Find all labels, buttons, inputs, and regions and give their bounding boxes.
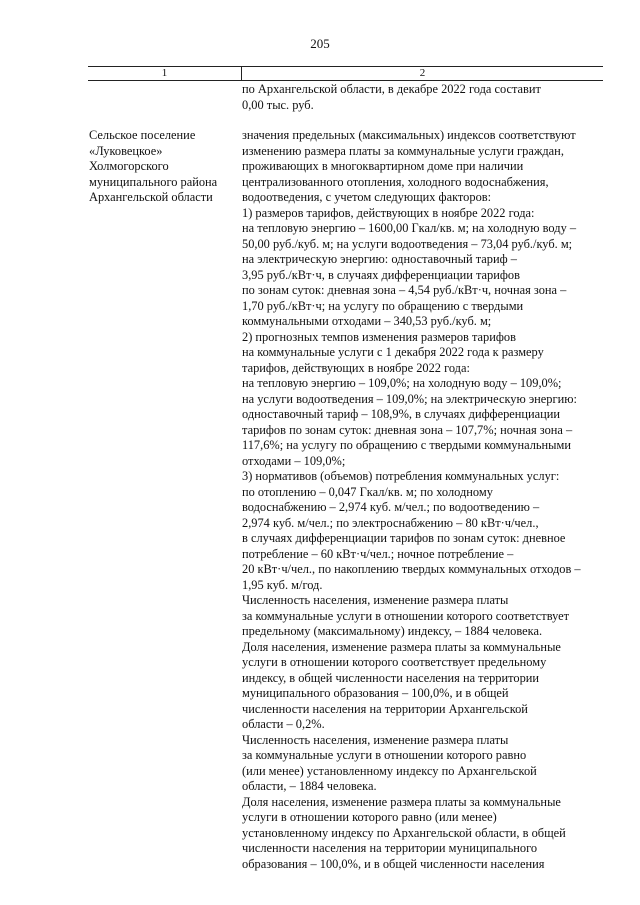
text-line: за коммунальные услуги в отношении которого равно <box>242 748 527 762</box>
text-line: 1,95 куб. м/год. <box>242 577 323 592</box>
text-line: численности населения на территории муниципального <box>242 841 538 855</box>
text-line: области – 0,2%. <box>242 717 325 731</box>
text-line: 2) прогнозных темпов изменения размеров тарифов <box>242 329 516 344</box>
text-line: индексу, в общей численности населения на территории <box>242 670 540 685</box>
table-header-col1: 1 <box>88 67 242 80</box>
text-line: в случаях дифференциации тарифов по зонам суток: дневное <box>242 531 566 545</box>
page-number: 205 <box>310 36 330 51</box>
text-line: 50,00 руб./куб. м; на услуги водоотведения – 73,04 руб./куб. м; <box>242 236 573 251</box>
text-line: 1,70 руб./кВт·ч; на услугу по обращению с твердыми <box>242 298 524 313</box>
text-line: Доля населения, изменение размера платы за коммунальные <box>242 639 561 654</box>
text-line: предельному (максимальному) индексу, – 1884 человека. <box>242 624 543 638</box>
text-line: Сельское поселение <box>89 128 196 142</box>
text-line: на тепловую энергию – 109,0%; на холодную воду – 109,0%; <box>242 376 562 390</box>
text-line: одноставочный тариф – 108,9%, в случаях дифференциации <box>242 407 561 421</box>
text-line: муниципального образования – 100,0%, и в общей <box>242 686 509 700</box>
text-line: на электрическую энергию: одноставочный тариф – <box>242 252 517 266</box>
text-line: 0,00 тыс. руб. <box>242 97 314 112</box>
text-line: 3) нормативов (объемов) потребления коммунальных услуг: <box>242 469 560 483</box>
text-line: за коммунальные услуги в отношении которого соответствует <box>242 608 570 623</box>
text-line: проживающих в многоквартирном доме при наличии <box>242 159 524 173</box>
text-line: 1) размеров тарифов, действующих в ноябре 2022 года: <box>242 205 535 220</box>
text-line: значения предельных (максимальных) индексов соответствуют <box>242 128 576 142</box>
text-line: на тепловую энергию – 1600,00 Гкал/кв. м; на холодную воду – <box>242 221 577 235</box>
text-line: услуги в отношении которого равно (или менее) <box>242 810 497 824</box>
text-line: 20 кВт·ч/чел., по накоплению твердых коммунальных отходов – <box>242 562 581 576</box>
text-line: тарифов по зонам суток: дневная зона – 107,7%; ночная зона – <box>242 422 573 437</box>
municipality-name <box>89 128 237 206</box>
text-line: Численность населения, изменение размера платы <box>242 732 509 747</box>
text-line: по Архангельской области, в декабре 2022 года составит <box>242 82 541 96</box>
text-line: водоснабжению – 2,974 куб. м/чел.; по водоотведению – <box>242 500 540 514</box>
table-header-col2: 2 <box>419 67 426 79</box>
text-line: Холмогорского <box>89 159 169 173</box>
text-line: области, – 1884 человека. <box>242 779 377 793</box>
table-header-row <box>88 66 603 81</box>
text-line: численности населения на территории Архангельской <box>242 701 528 716</box>
text-line: отходами – 109,0%; <box>242 453 346 468</box>
text-line: муниципального района <box>89 174 218 189</box>
text-line: на услуги водоотведения – 109,0%; на электрическую энергию: <box>242 391 577 406</box>
text-line: по отоплению – 0,047 Гкал/кв. м; по холодному <box>242 484 493 499</box>
text-line: услуги в отношении которого соответствует предельному <box>242 655 547 669</box>
text-line: «Луковецкое» <box>89 143 163 158</box>
text-line: водоотведения, с учетом следующих факторов: <box>242 190 492 204</box>
index-description <box>242 128 606 872</box>
text-line: по зонам суток: дневная зона – 4,54 руб./кВт·ч, ночная зона – <box>242 283 567 297</box>
text-line: Численность населения, изменение размера платы <box>242 593 509 607</box>
text-line: 117,6%; на услугу по обращению с твердыми коммунальными <box>242 438 571 452</box>
text-line: тарифов, действующих в ноябре 2022 года: <box>242 360 470 375</box>
text-line: централизованного отопления, холодного водоснабжения, <box>242 174 549 189</box>
text-line: (или менее) установленному индексу по Архангельской <box>242 763 537 778</box>
text-line: 2,974 куб. м/чел.; по электроснабжению – 80 кВт·ч/чел., <box>242 515 539 530</box>
text-line: 3,95 руб./кВт·ч, в случаях дифференциации тарифов <box>242 267 520 282</box>
text-line: потребление – 60 кВт·ч/чел.; ночное потребление – <box>242 546 514 561</box>
text-line: образования – 100,0%, и в общей численности населения <box>242 856 545 871</box>
text-line: установленному индексу по Архангельской области, в общей <box>242 825 566 840</box>
continuation-text <box>242 82 606 113</box>
text-line: изменению размера платы за коммунальные услуги граждан, <box>242 143 564 158</box>
text-line: коммунальными отходами – 340,53 руб./куб. м; <box>242 314 492 328</box>
text-line: Архангельской области <box>89 190 213 204</box>
text-line: на коммунальные услуги с 1 декабря 2022 года к размеру <box>242 345 544 359</box>
text-line: Доля населения, изменение размера платы за коммунальные <box>242 794 561 809</box>
